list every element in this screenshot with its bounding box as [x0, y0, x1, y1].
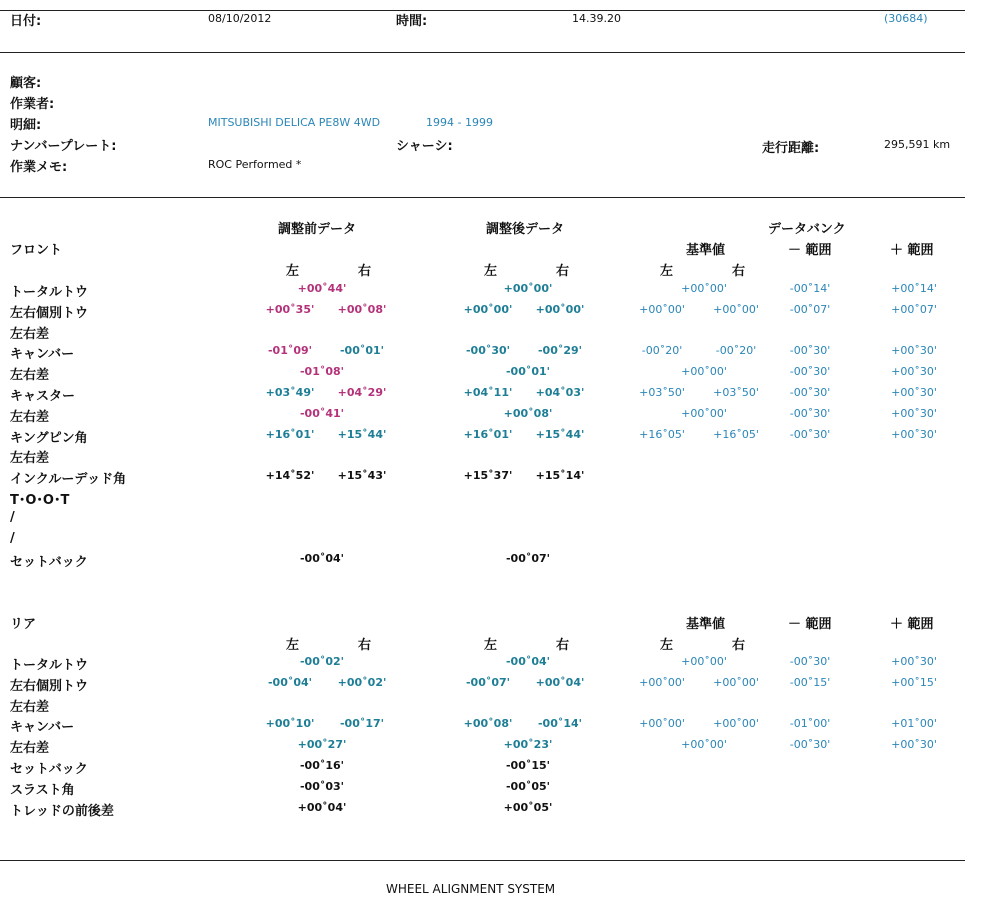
- front-std-c-value: +00˚00': [681, 406, 727, 420]
- front-minus-value: -00˚30': [789, 386, 831, 399]
- front-std-r-value: +16˚05': [713, 427, 759, 441]
- front-minus-value: -00˚30': [789, 427, 831, 441]
- front-minus-value: -00˚14': [789, 282, 831, 295]
- front-row-label: キャスター: [10, 389, 76, 404]
- rear-after-left-header: 左: [484, 638, 498, 653]
- front-row-label: /: [10, 530, 15, 546]
- front-after-c-value: +00˚08': [503, 406, 553, 420]
- rear-std-r-value: +00˚00': [713, 717, 759, 731]
- front-after-l-value: +16˚01': [463, 427, 513, 441]
- rear-before-c-value: +00˚27': [297, 738, 347, 752]
- front-before-r-value: +15˚43': [337, 469, 387, 483]
- front-before-c-value: +00˚44': [297, 282, 347, 295]
- front-before-l-value: +16˚01': [265, 427, 315, 441]
- rear-minus-value: -00˚30': [789, 738, 831, 752]
- front-before-c-value: -01˚08': [299, 365, 345, 379]
- front-before-l-value: -01˚09': [267, 344, 313, 358]
- front-before-c-value: -00˚41': [299, 406, 345, 420]
- rear-row-label: 左右差: [10, 699, 50, 715]
- footer-rule: [0, 860, 965, 861]
- rear-after-c-value: -00˚04': [505, 655, 551, 668]
- front-row-label: インクルーデッド角: [10, 472, 127, 488]
- front-plus-value: +00˚30': [891, 386, 937, 399]
- front-after-r-value: +00˚00': [535, 302, 585, 316]
- header-rule: [0, 52, 965, 53]
- plate-label: ナンバープレート:: [10, 139, 117, 154]
- rear-row-label: 左右個別トウ: [10, 678, 89, 694]
- time-value: 14.39.20: [572, 12, 621, 25]
- front-before-l-value: +03˚49': [265, 386, 315, 399]
- front-after-l-value: +00˚00': [463, 302, 513, 316]
- front-after-l-value: +15˚37': [463, 469, 513, 483]
- rear-row-label: トータルトウ: [10, 658, 89, 673]
- rear-row-label: スラスト角: [10, 782, 75, 798]
- rear-plus-value: +00˚15': [891, 675, 937, 689]
- front-before-l-value: +14˚52': [265, 469, 315, 483]
- front-plus-value: +00˚14': [891, 282, 937, 295]
- rear-plus-value: +01˚00': [891, 717, 937, 731]
- front-row-label: トータルトウ: [10, 285, 89, 300]
- after-data-header: 調整後データ: [486, 222, 565, 237]
- rear-after-r-value: +00˚04': [535, 675, 585, 689]
- operator-label: 作業者:: [10, 97, 55, 112]
- front-plus-value: +00˚30': [891, 344, 937, 358]
- front-row-label: キングピン角: [10, 430, 88, 446]
- front-row-label: /: [10, 509, 15, 525]
- front-row-label: T･O･O･T: [10, 493, 70, 508]
- front-after-c-value: -00˚07': [505, 552, 551, 566]
- rear-minus-value: -00˚30': [789, 655, 831, 668]
- front-row-label: 左右差: [10, 451, 50, 467]
- front-minus-value: -00˚07': [789, 302, 831, 316]
- front-row-label: 左右差: [10, 368, 50, 384]
- before-data-header: 調整前データ: [278, 222, 357, 237]
- record-id: (30684): [884, 12, 928, 25]
- rear-std-r-value: +00˚00': [713, 675, 759, 689]
- front-minus-value: -00˚30': [789, 365, 831, 379]
- front-std-r-value: +00˚00': [713, 302, 759, 316]
- rear-minus-range-header: － 範囲: [788, 617, 832, 632]
- rear-std-c-value: +00˚00': [681, 738, 727, 752]
- front-after-c-value: +00˚00': [503, 282, 553, 295]
- front-std-left-header: 左: [660, 264, 674, 279]
- front-before-c-value: -00˚04': [299, 552, 345, 566]
- front-row-label: キャンバー: [10, 347, 75, 363]
- front-after-l-value: -00˚30': [465, 344, 511, 358]
- rear-before-c-value: -00˚03': [299, 779, 345, 793]
- rear-std-c-value: +00˚00': [681, 655, 727, 668]
- front-std-c-value: +00˚00': [681, 282, 727, 295]
- front-after-r-value: +15˚44': [535, 427, 585, 441]
- front-after-r-value: +15˚14': [535, 469, 585, 483]
- front-minus-value: -00˚30': [789, 344, 831, 358]
- front-after-r-value: +04˚03': [535, 386, 585, 399]
- front-row-label: 左右差: [10, 326, 50, 342]
- front-before-l-value: +00˚35': [265, 302, 315, 316]
- detail-label: 明細:: [10, 118, 42, 133]
- rear-before-l-value: -00˚04': [267, 675, 313, 689]
- rear-before-r-value: -00˚17': [339, 717, 385, 731]
- time-label: 時間:: [396, 14, 428, 29]
- databank-header: データバンク: [768, 222, 846, 237]
- customer-label: 顧客:: [10, 76, 42, 91]
- rear-before-c-value: -00˚02': [299, 655, 345, 668]
- front-std-r-value: +03˚50': [713, 386, 759, 399]
- mileage-label: 走行距離:: [762, 141, 820, 156]
- rear-before-left-header: 左: [286, 638, 300, 653]
- front-plus-value: +00˚30': [891, 365, 937, 379]
- rear-before-l-value: +00˚10': [265, 717, 315, 731]
- front-before-r-value: +04˚29': [337, 386, 387, 399]
- front-std-l-value: +16˚05': [639, 427, 685, 441]
- front-after-r-value: -00˚29': [537, 344, 583, 358]
- rear-before-right-header: 右: [358, 638, 372, 653]
- front-std-c-value: +00˚00': [681, 365, 727, 379]
- front-row-label: 左右差: [10, 409, 50, 425]
- front-before-right-header: 右: [358, 264, 372, 279]
- rear-after-c-value: +00˚05': [503, 800, 553, 814]
- rear-minus-value: -01˚00': [789, 717, 831, 731]
- vehicle-years: 1994 - 1999: [426, 116, 493, 129]
- front-std-l-value: +00˚00': [639, 302, 685, 316]
- rear-after-l-value: -00˚07': [465, 675, 511, 689]
- front-row-label: 左右個別トウ: [10, 305, 89, 321]
- front-minus-range-header: － 範囲: [788, 243, 832, 258]
- rear-before-c-value: +00˚04': [297, 800, 347, 814]
- memo-label: 作業メモ:: [10, 160, 68, 175]
- rear-after-l-value: +00˚08': [463, 717, 513, 731]
- front-after-c-value: -00˚01': [505, 365, 551, 379]
- rear-after-c-value: -00˚15': [505, 759, 551, 772]
- front-plus-range-header: ＋ 範囲: [890, 243, 934, 258]
- front-std-l-value: -00˚20': [641, 344, 683, 358]
- rear-row-label: 左右差: [10, 741, 50, 757]
- rear-before-r-value: +00˚02': [337, 675, 387, 689]
- front-before-r-value: -00˚01': [339, 344, 385, 358]
- rear-after-right-header: 右: [556, 638, 570, 653]
- rear-plus-value: +00˚30': [891, 655, 937, 668]
- rear-std-l-value: +00˚00': [639, 717, 685, 731]
- footer-title: WHEEL ALIGNMENT SYSTEM: [386, 882, 556, 896]
- front-before-r-value: +00˚08': [337, 302, 387, 316]
- front-section-label: フロント: [10, 243, 63, 258]
- rear-plus-range-header: ＋ 範囲: [890, 617, 934, 632]
- rear-std-right-header: 右: [732, 638, 746, 653]
- rear-section-label: リア: [10, 617, 37, 632]
- front-plus-value: +00˚30': [891, 406, 937, 420]
- mileage-value: 295,591 km: [884, 138, 951, 151]
- rear-after-r-value: -00˚14': [537, 717, 583, 731]
- date-label: 日付:: [10, 14, 42, 29]
- front-after-left-header: 左: [484, 264, 498, 279]
- rear-standard-header: 基準値: [686, 617, 726, 632]
- rear-plus-value: +00˚30': [891, 738, 937, 752]
- front-plus-value: +00˚30': [891, 427, 937, 441]
- front-before-r-value: +15˚44': [337, 427, 387, 441]
- chassis-label: シャーシ:: [396, 139, 453, 154]
- rear-row-label: トレッドの前後差: [10, 803, 114, 819]
- rear-row-label: セットバック: [10, 762, 88, 777]
- rear-minus-value: -00˚15': [789, 675, 831, 689]
- front-before-left-header: 左: [286, 264, 300, 279]
- front-standard-header: 基準値: [686, 243, 726, 258]
- rear-std-l-value: +00˚00': [639, 675, 685, 689]
- vehicle-name: MITSUBISHI DELICA PE8W 4WD: [208, 116, 381, 129]
- front-std-right-header: 右: [732, 264, 746, 279]
- front-std-r-value: -00˚20': [715, 344, 757, 358]
- front-after-right-header: 右: [556, 264, 570, 279]
- rear-row-label: キャンバー: [10, 720, 75, 736]
- rear-after-c-value: +00˚23': [503, 738, 553, 752]
- front-std-l-value: +03˚50': [639, 386, 685, 399]
- front-minus-value: -00˚30': [789, 406, 831, 420]
- rear-after-c-value: -00˚05': [505, 779, 551, 793]
- rear-std-left-header: 左: [660, 638, 674, 653]
- memo-value: ROC Performed *: [208, 158, 302, 171]
- front-plus-value: +00˚07': [891, 302, 937, 316]
- rear-before-c-value: -00˚16': [299, 759, 345, 772]
- top-rule: [0, 10, 965, 11]
- info-rule: [0, 197, 965, 198]
- date-value: 08/10/2012: [208, 12, 272, 25]
- front-row-label: セットバック: [10, 555, 88, 571]
- front-after-l-value: +04˚11': [463, 386, 513, 399]
